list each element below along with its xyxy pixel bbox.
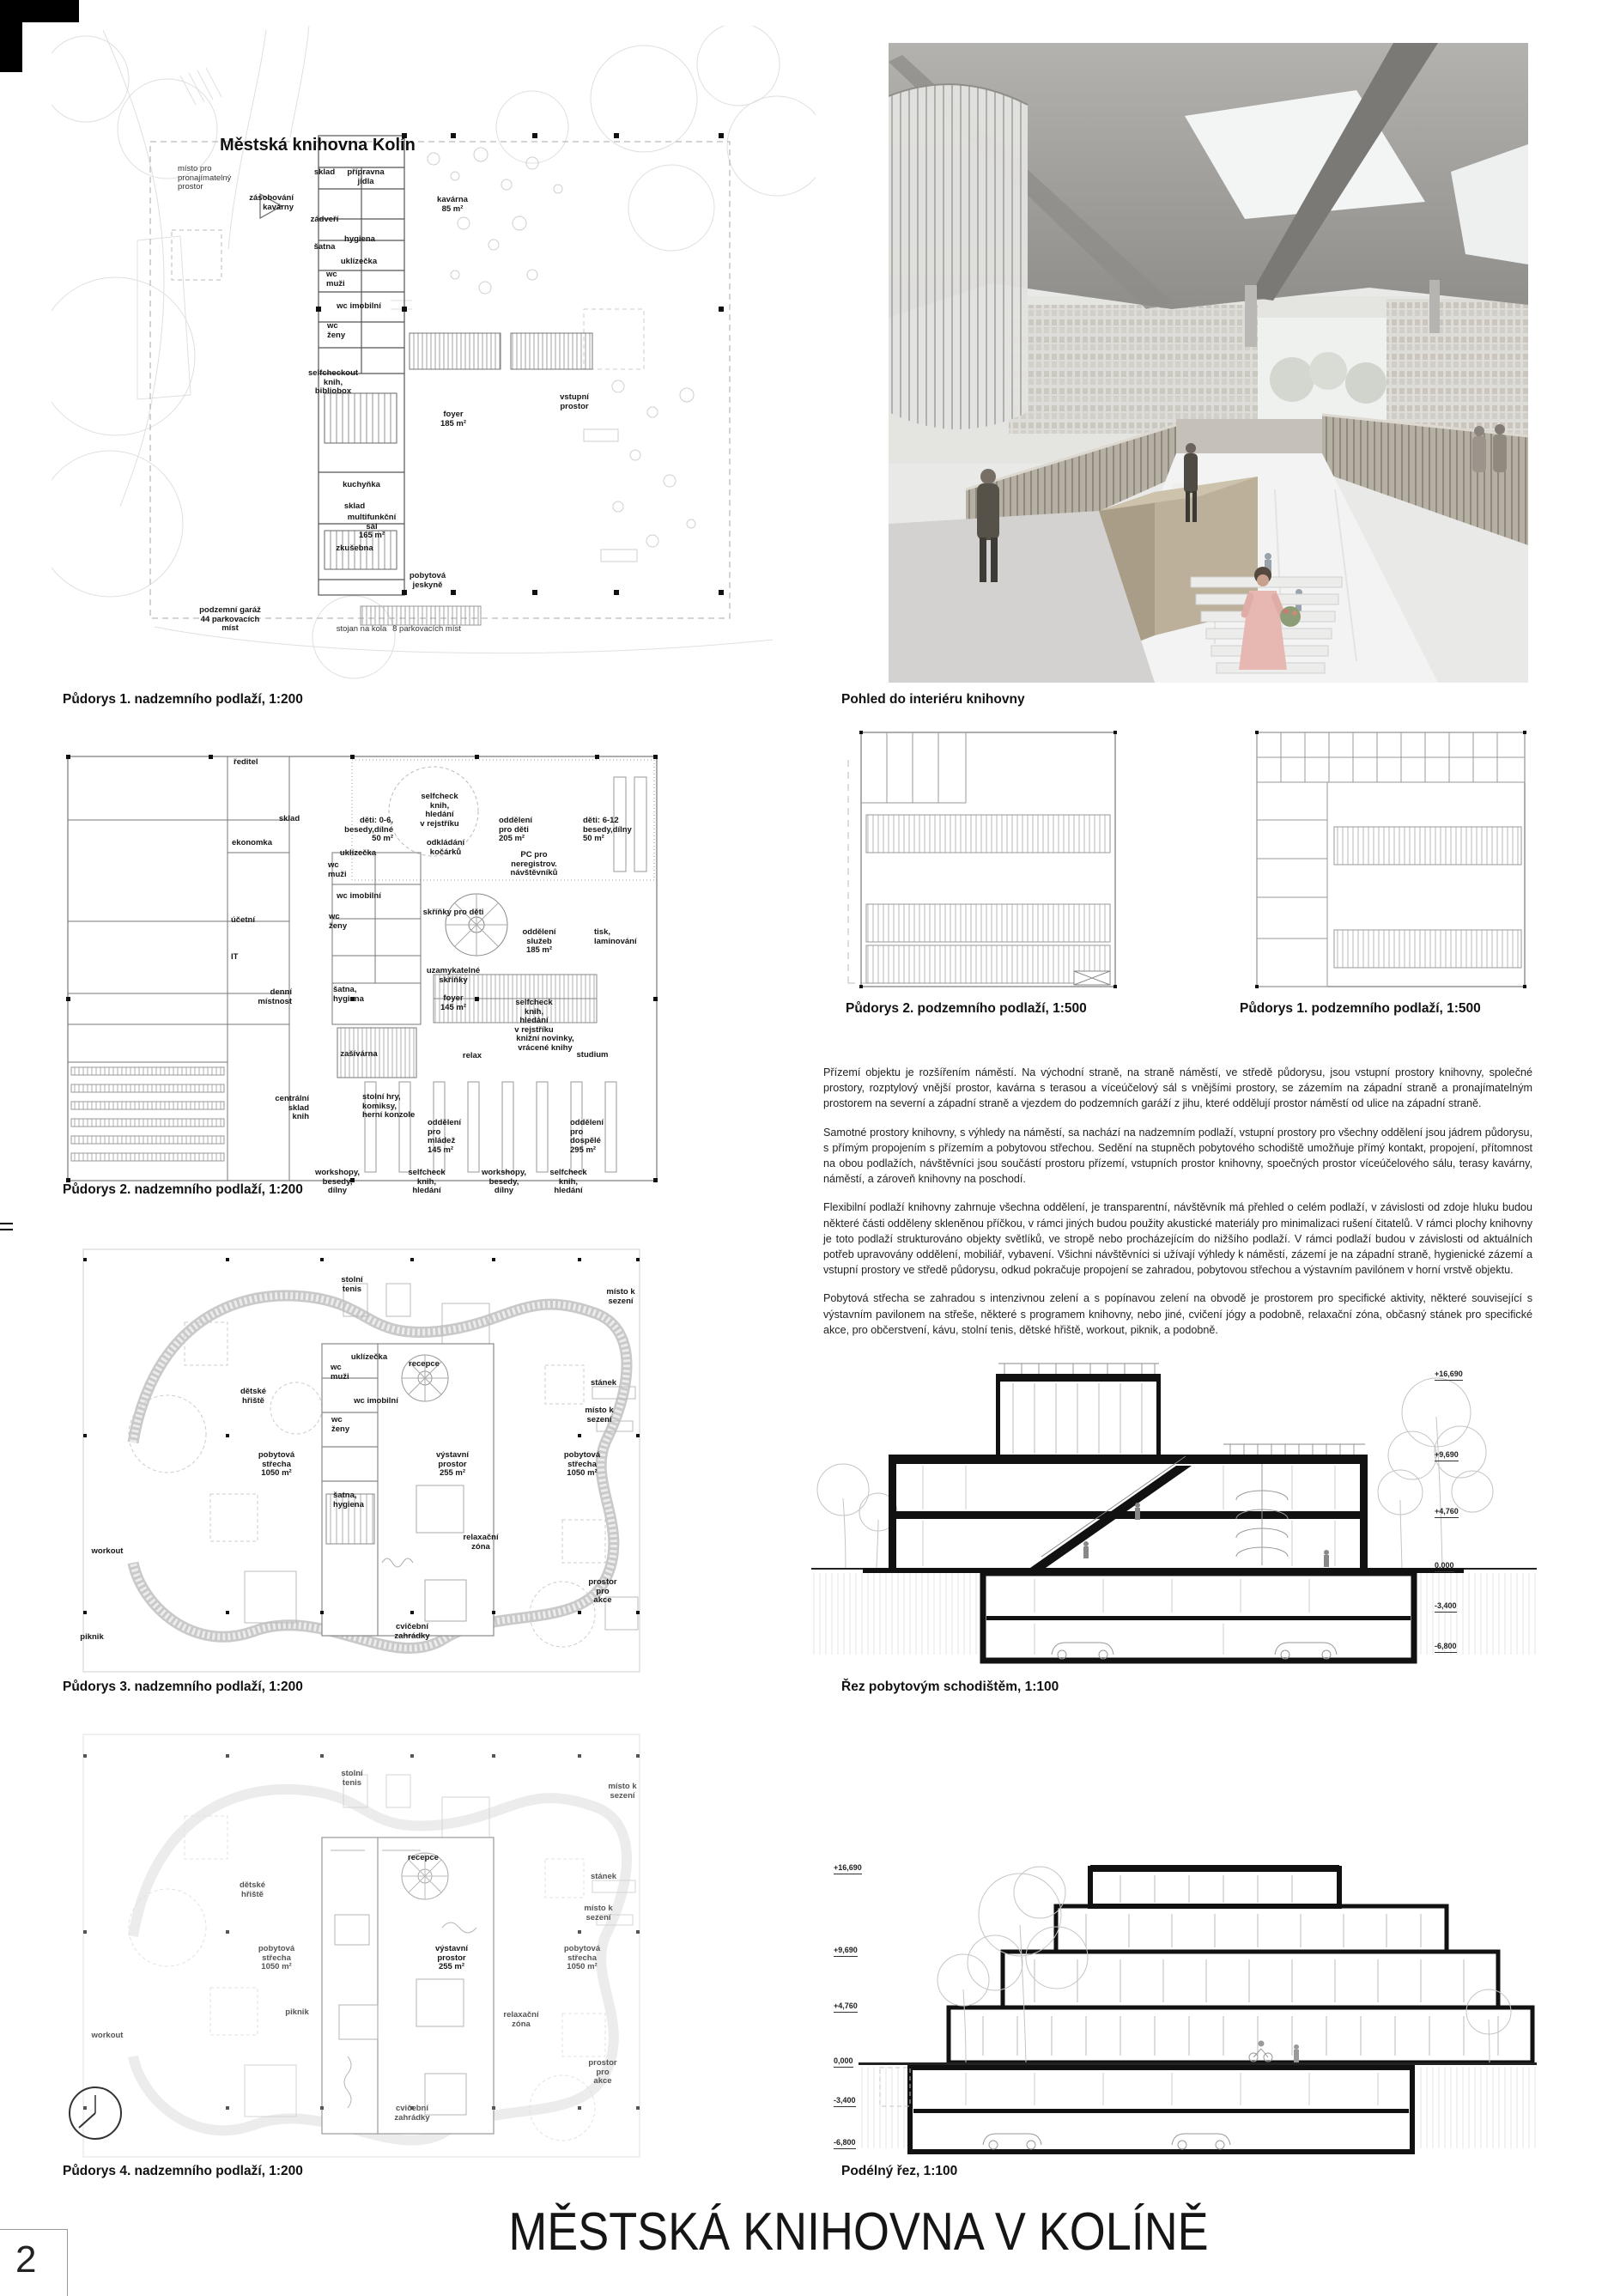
room-label: -6,800 [834, 2138, 856, 2149]
room-label: wc ženy [329, 912, 348, 931]
room-label: děti: 0-6, besedy,dílné 50 m² [344, 816, 393, 843]
caption-section-long: Podélný řez, 1:100 [841, 2164, 958, 2178]
paragraph-1: Přízemí objektu je rozšířením náměstí. Na východní straně, na straně náměstí, ve středě půdorysu, jsou vstupní prostory knihovny, společné prostory, rozptylový vnější prostor, kavárna s terasou a víceúčelový sál s vnějšími prostory, se zázemím na západní straně a pronajímatelným prostorem na severní a západní straně a vjezdem do podzemních garáží z jihu, které oddělují prostor náměstí od ulice na západní straně. [823, 1066, 1532, 1110]
room-label: prostor pro akce [588, 1577, 617, 1605]
room-label: oddělení služeb 185 m² [522, 927, 556, 955]
registration-dash-1 [0, 1223, 13, 1224]
room-label: recepce [408, 1853, 439, 1862]
room-label: stánek [590, 1872, 617, 1881]
room-label: kavárna 85 m² [437, 195, 468, 214]
room-label: ředitel [234, 757, 258, 767]
page-number-box [0, 2229, 68, 2296]
room-label: +9,690 [834, 1946, 858, 1957]
room-label: -3,400 [1435, 1601, 1457, 1613]
section-stair [811, 1335, 1537, 1666]
north-compass-icon [67, 2085, 124, 2141]
basement-plan-1 [1253, 726, 1530, 999]
room-label: pobytová střecha 1050 m² [258, 1450, 295, 1478]
room-label: IT [231, 952, 239, 962]
room-label: tisk, laminování [594, 927, 637, 946]
room-label: stolní tenis [341, 1275, 363, 1294]
floor-plan-4 [82, 1722, 644, 2164]
room-label: +16,690 [1435, 1370, 1463, 1381]
room-label: 0,000 [1435, 1561, 1454, 1572]
room-label: šatna [313, 242, 336, 252]
room-label: +9,690 [1435, 1450, 1459, 1461]
room-label: foyer 185 m² [440, 410, 467, 428]
room-label: -3,400 [834, 2096, 856, 2107]
room-label: 0,000 [834, 2056, 853, 2068]
room-label: oddělení pro dospělé 295 m² [570, 1118, 604, 1155]
room-label: stojan na kola [336, 624, 387, 634]
room-label: podzemní garáž 44 parkovacích míst [199, 605, 261, 633]
basement-plan-2 [846, 726, 1120, 999]
page-number: 2 [15, 2238, 37, 2281]
section-stair-drawing [811, 1335, 1537, 1666]
room-label: místo pro pronajímatelný prostor [178, 164, 232, 191]
room-label: +4,760 [834, 2001, 858, 2013]
room-label: skříňky pro děti [422, 908, 484, 917]
room-label: recepce [409, 1359, 440, 1369]
room-label: +4,760 [1435, 1507, 1459, 1518]
floor-plan-3 [82, 1236, 644, 1679]
room-label: přípravna jídla [347, 167, 385, 186]
caption-plan2: Půdorys 2. nadzemního podlaží, 1:200 [63, 1182, 303, 1197]
room-label: vstupní prostor [560, 392, 589, 411]
room-label: centrální sklad knih [275, 1094, 309, 1121]
room-label: wc muži [328, 860, 347, 879]
room-label: uklízečka [340, 257, 378, 266]
room-label: uzamykatelné skříňky [426, 966, 481, 985]
crop-mark-top-left-v [0, 0, 22, 72]
room-label: piknik [80, 1632, 104, 1642]
paragraph-3: Flexibilní podlaží knihovny zahrnuje všechna oddělení, je transparentní, návštěvník má přehled o celém podlaží, v závislosti od zdoje hluku budou některé části odděleny skleněnou příčkou, v rámci jiných budou použity akustické materiály pro minimalizaci rušení čitatelů. V rámci plochy knihovny je toto podlaží strukturováno objekty světlíků, ve stropě nebo procházejícím do nižšího podlaží. V rámci podlaží budou v závislosti od aktuálních potřeb upravovány oddělení, mobiliář, vybavení. Všichni návštěvníci si užívají výhledy k náměstí, zázemí je na západní straně, hygienické zázemí a vstupní prostory ve středě půdorysu, odkud pokračuje propojení se zahradou, pobytovou střechou a výstavním pavilónem v horní vrstvě objektu. [823, 1201, 1532, 1277]
room-label: workshopy, besedy, dílny [481, 1168, 527, 1195]
room-label: sklad [278, 814, 300, 823]
room-label: relaxační zóna [503, 2010, 539, 2029]
room-label: výstavní prostor 255 m² [434, 1944, 469, 1971]
room-label: pobytová střecha 1050 m² [563, 1450, 601, 1478]
room-label: wc ženy [327, 321, 346, 340]
basement-plan-2-drawing [846, 726, 1120, 999]
room-label: pobytová jeskyně [409, 571, 446, 590]
room-label: workshopy, besedy, dílny [314, 1168, 361, 1195]
paragraph-2: Samotné prostory knihovny, s výhledy na náměstí, sa nachází na nadzemním podlaží, vstupní prostory pro všechny oddělení jsou jádrem půdorysu, s přímým propojením s přízemím a pobytovou střechou. Sedění na stupněch pobytového schodiště umožňuje přímý kontakt, propojení, přítomnost na obou podlažích, návštěvníci jsou součástí prostoru přízemí, vstupních prostor knihovny, spoečných prostor víceúčelového sálu, terasy kavárny, náměstí, a zároveň knihovny na poschodí. [823, 1126, 1532, 1186]
room-label: uklízečka [350, 1352, 388, 1362]
room-label: selfcheck knih, hledání [408, 1168, 446, 1195]
room-label: oddělení pro děti 205 m² [499, 816, 533, 843]
room-label: prostor pro akce [588, 2058, 617, 2086]
project-description [823, 1065, 1532, 1351]
room-label: PC pro neregistrov. návštěvníků [510, 850, 558, 878]
paragraph-4: Pobytová střecha se zahradou s intenzivnou zelení a s popínavou zelení na obvodě je prostorem pro specifické aktivity, některé související s výstavním pavilonem na střeše, některé s programem knihovny, nebo jiné, cvičení jógy a podobně, relaxační zóna, občasný stánek pro specifické akce, pro občerstvení, kávu, stolní tenis, dětské hřiště, workout, piknik, a podobně. [823, 1292, 1532, 1336]
room-label: místo k sezení [606, 1287, 635, 1306]
room-label: selfcheck knih, hledání v rejstříku [420, 792, 459, 829]
room-label: kuchyňka [343, 480, 380, 489]
room-label: -6,800 [1435, 1642, 1457, 1653]
room-label: 8 parkovacích míst [392, 624, 461, 634]
room-label: pobytová střecha 1050 m² [563, 1944, 601, 1971]
plan1-title: Městská knihovna Kolín [220, 136, 416, 155]
room-label: cvičební zahrádky [394, 2104, 430, 2123]
room-label: účetní [231, 915, 255, 925]
room-label: wc imobilní [337, 301, 381, 311]
caption-render: Pohled do interiéru knihovny [841, 692, 1025, 707]
room-label: dětské hřiště [240, 1387, 267, 1406]
room-label: hygiena [344, 234, 375, 244]
room-label: wc muži [326, 270, 345, 289]
caption-basement2: Půdorys 2. podzemního podlaží, 1:500 [846, 1001, 1087, 1016]
room-label: uklízečka [339, 848, 377, 858]
room-label: místo k sezení [585, 1406, 614, 1424]
room-label: selfcheckout knih, bibliobox [307, 368, 359, 396]
room-label: wc imobilní [354, 1396, 398, 1406]
room-label: stolní tenis [341, 1769, 363, 1788]
room-label: šatna, hygiena [333, 1491, 364, 1509]
room-label: +16,690 [834, 1863, 862, 1874]
room-label: šatna, hygiena [333, 985, 364, 1004]
room-label: pobytová střecha 1050 m² [258, 1944, 295, 1971]
room-label: odkládání kočárků [426, 838, 465, 857]
room-label: foyer 145 m² [440, 993, 467, 1012]
caption-plan1: Půdorys 1. nadzemního podlaží, 1:200 [63, 692, 303, 707]
room-label: denní místnost [258, 987, 292, 1006]
room-label: místo k sezení [608, 1782, 637, 1801]
room-label: wc imobilní [337, 891, 381, 901]
registration-dash-2 [0, 1229, 13, 1230]
room-label: zašívárna [340, 1049, 378, 1059]
room-label: selfcheck knih, hledání v rejstříku [514, 998, 554, 1035]
room-label: ekonomka [232, 838, 272, 847]
section-long-drawing [811, 1812, 1537, 2159]
caption-plan4: Půdorys 4. nadzemního podlaží, 1:200 [63, 2164, 303, 2178]
room-label: stánek [590, 1378, 617, 1388]
section-long [811, 1812, 1537, 2159]
room-label: místo k sezení [584, 1904, 613, 1922]
room-label: dětské hřiště [239, 1880, 266, 1899]
floor-plan-4-drawing [82, 1722, 644, 2164]
room-label: wc muži [331, 1363, 349, 1382]
room-label: piknik [285, 2007, 309, 2017]
floor-plan-1 [52, 26, 816, 683]
room-label: zásobování kavárny [249, 193, 294, 212]
interior-render [889, 43, 1528, 683]
room-label: workout [91, 1546, 124, 1556]
room-label: selfcheck knih, hledání [549, 1168, 587, 1195]
floor-plan-3-drawing [82, 1236, 644, 1679]
room-label: sklad [343, 501, 366, 511]
interior-render-image [889, 43, 1528, 683]
caption-basement1: Půdorys 1. podzemního podlaží, 1:500 [1240, 1001, 1481, 1016]
project-title: MĚSTSKÁ KNIHOVNA V KOLÍNĚ [508, 2202, 1209, 2262]
caption-section-stair: Řez pobytovým schodištěm, 1:100 [841, 1679, 1059, 1694]
room-label: oddělení pro mládež 145 m² [428, 1118, 462, 1155]
floor-plan-2 [64, 726, 661, 1194]
room-label: cvičební zahrádky [394, 1622, 430, 1641]
caption-plan3: Půdorys 3. nadzemního podlaží, 1:200 [63, 1679, 303, 1694]
room-label: wc ženy [331, 1415, 350, 1434]
room-label: stolní hry, komiksy, herní konzole [362, 1092, 416, 1120]
room-label: knižní novinky, vrácené knihy [516, 1034, 574, 1053]
basement-plan-1-drawing [1253, 726, 1530, 999]
room-label: studium [576, 1050, 609, 1060]
room-label: relaxační zóna [463, 1533, 499, 1552]
room-label: děti: 6-12 besedy,dílny 50 m² [583, 816, 632, 843]
room-label: zádveří [310, 215, 339, 224]
room-label: zkušebna [336, 544, 373, 553]
room-label: multifunkční sál 165 m² [347, 513, 397, 540]
room-label: relax [462, 1051, 482, 1060]
room-label: sklad [313, 167, 336, 177]
room-label: workout [91, 2031, 124, 2040]
room-label: výstavní prostor 255 m² [435, 1450, 470, 1478]
